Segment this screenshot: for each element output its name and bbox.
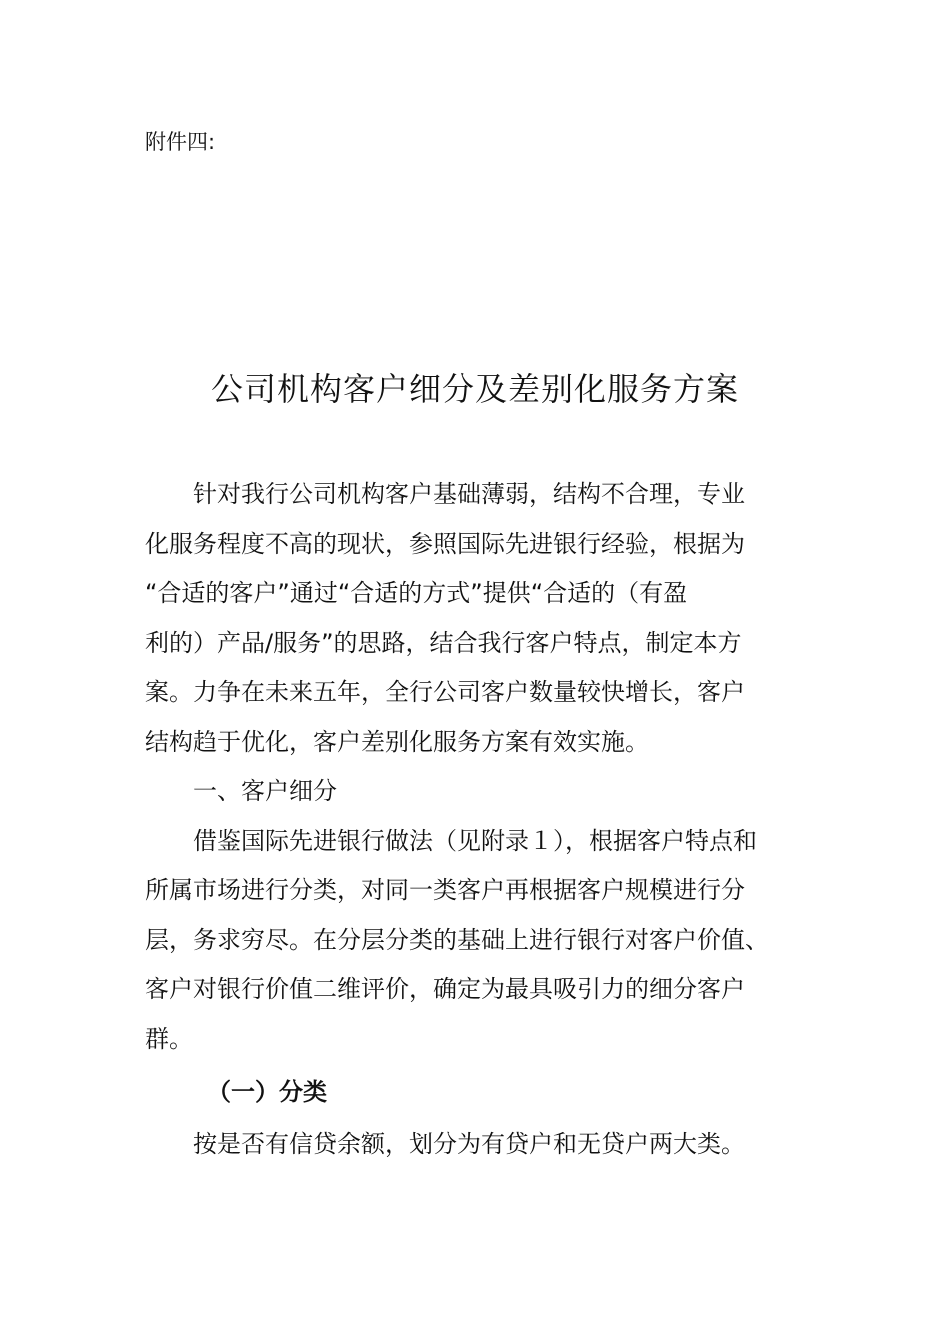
document-body	[145, 470, 805, 1169]
intro-paragraph	[145, 470, 805, 767]
text-line: “合适的客户”通过“合适的方式”提供“合适的（有盈	[145, 579, 688, 607]
text-line: 利的）产品/服务”的思路，结合我行客户特点，制定本方	[145, 628, 742, 657]
subsection-heading-classification: （一）分类	[207, 1078, 327, 1106]
text-line: 层，务求穷尽。在分层分类的基础上进行银行对客户价值、	[145, 925, 769, 954]
attachment-label: 附件四:	[145, 130, 216, 154]
text-line: 群。	[145, 1024, 193, 1053]
text-line: 结构趋于优化，客户差别化服务方案有效实施。	[145, 727, 649, 756]
text-line: 借鉴国际先进银行做法（见附录１），根据客户特点和	[193, 826, 757, 855]
document-title: 公司机构客户细分及差别化服务方案	[210, 370, 739, 408]
text-line: 所属市场进行分类，对同一类客户再根据客户规模进行分	[145, 876, 745, 904]
text-line: 客户对银行价值二维评价，确定为最具吸引力的细分客户	[145, 975, 745, 1003]
text-line: 案。力争在未来五年，全行公司客户数量较快增长，客户	[145, 678, 745, 706]
text-line: 针对我行公司机构客户基础薄弱，结构不合理，专业	[193, 480, 745, 508]
classification-paragraph: 按是否有信贷余额，划分为有贷户和无贷户两大类。	[193, 1129, 745, 1158]
section-heading-customer-segmentation: 一、客户细分	[193, 777, 337, 805]
segmentation-paragraph	[145, 817, 805, 1065]
text-line: 化服务程度不高的现状，参照国际先进银行经验，根据为	[145, 529, 745, 558]
